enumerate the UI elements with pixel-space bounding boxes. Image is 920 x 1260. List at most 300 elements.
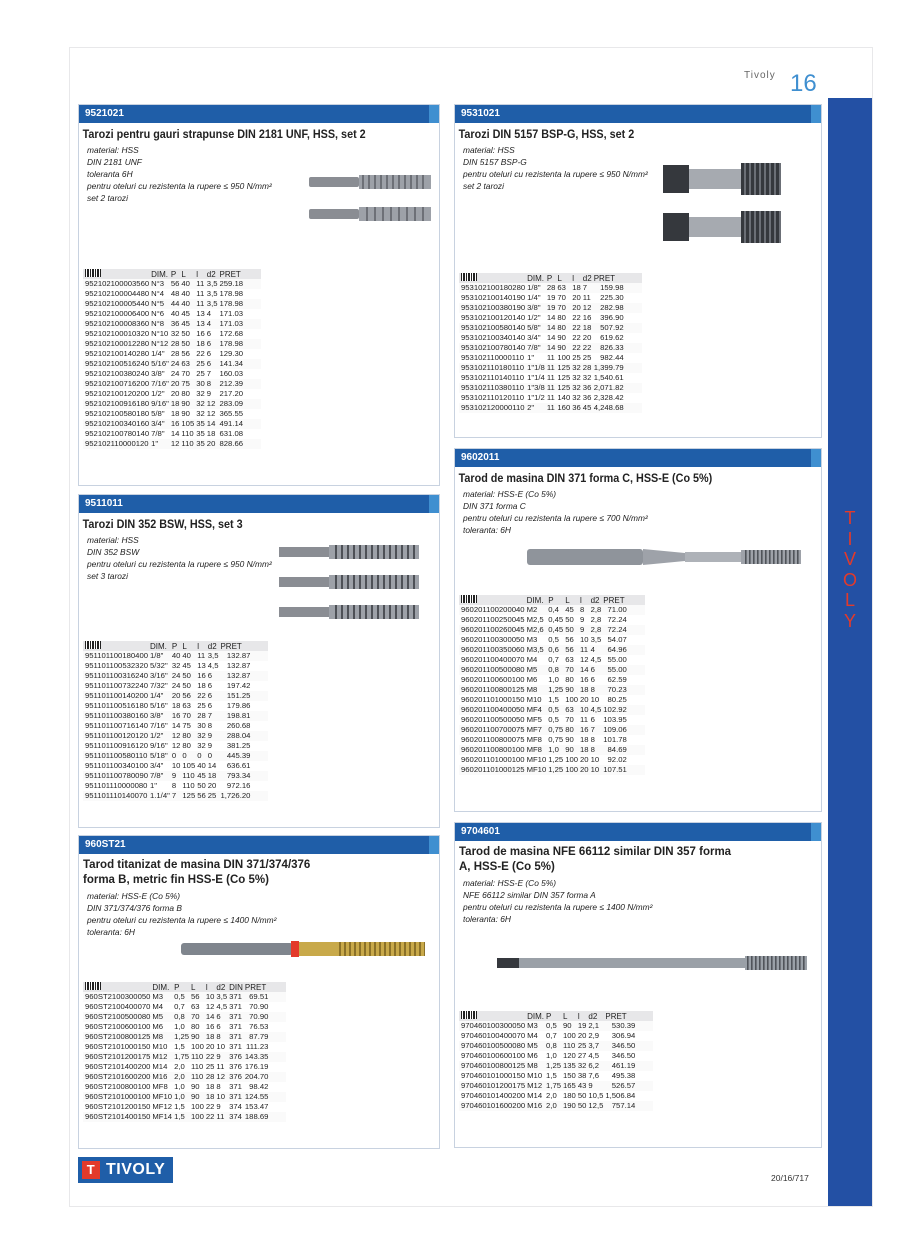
table-cell: 1/4"	[527, 293, 541, 302]
table-cell: 90	[189, 1032, 204, 1042]
table-cell: 1,5	[172, 1112, 189, 1122]
table-cell: 20	[572, 293, 581, 302]
property-line: material: HSS	[87, 535, 139, 545]
table-cell: 12	[170, 439, 180, 448]
table-cell: 56	[565, 635, 574, 644]
price-cell: 141.34	[217, 359, 261, 369]
section-code: 9704601	[455, 823, 821, 841]
table-cell: 105	[181, 419, 195, 428]
table-row	[459, 293, 642, 303]
table-cell: 32	[197, 731, 206, 740]
table-cell: 20	[170, 389, 180, 398]
table-cell: 36	[582, 383, 592, 392]
price-cell: 102.92	[601, 705, 645, 715]
table-cell: 19	[546, 293, 556, 302]
product-table	[83, 982, 286, 1122]
logo-mark-icon: T	[82, 1161, 100, 1179]
table-cell: 6	[216, 1022, 221, 1031]
article-code: 960ST2101600200	[85, 1072, 151, 1081]
table-row	[459, 333, 642, 343]
table-cell: 18	[572, 283, 581, 292]
table-cell: 10	[580, 705, 589, 714]
table-cell: 70	[555, 303, 570, 313]
table-row	[83, 651, 268, 661]
table-row	[83, 359, 261, 369]
table-cell: 0,5	[546, 705, 563, 715]
tap-icon	[309, 175, 431, 189]
table-cell: 11	[546, 373, 555, 382]
table-row	[459, 1051, 653, 1061]
table-cell: 32	[572, 383, 581, 392]
table-cell: 9	[214, 1052, 227, 1062]
price-cell: 1,540.61	[593, 373, 624, 382]
table-cell: 1,75	[174, 1052, 190, 1061]
table-cell: 22	[572, 333, 581, 342]
table-cell: 90	[563, 745, 578, 755]
article-code: 960201100800125	[461, 685, 525, 694]
article-code: 960ST2101000150	[85, 1042, 151, 1051]
table-cell: 18	[171, 701, 181, 710]
table-row	[83, 992, 286, 1002]
table-cell: 2"	[525, 403, 545, 413]
property-line: toleranta: 6H	[87, 927, 135, 937]
column-header: L	[180, 641, 195, 651]
table-cell: 13	[197, 661, 206, 670]
table-cell: 14	[546, 323, 556, 332]
table-cell: 32	[196, 389, 205, 398]
tap-icon	[663, 163, 781, 195]
table-cell: 190	[563, 1101, 576, 1110]
column-header: l	[578, 595, 589, 605]
table-cell: 14	[546, 343, 556, 352]
table-cell: 18	[205, 1092, 215, 1101]
table-cell: 0,5	[544, 1021, 561, 1031]
table-cell: MF4	[525, 705, 547, 715]
table-cell: 0	[170, 751, 181, 761]
price-cell: 828.66	[217, 439, 261, 449]
table-row	[459, 625, 645, 635]
table-cell: 0,45	[548, 615, 564, 624]
price-cell: 225.30	[600, 293, 624, 302]
column-header: d2	[206, 269, 216, 279]
column-header: DIN	[229, 982, 243, 992]
table-cell: 16	[197, 671, 206, 680]
table-cell: 20	[207, 781, 217, 790]
table-cell: 25	[572, 353, 581, 362]
table-cell: 18	[205, 1032, 215, 1041]
table-cell: MF8	[152, 1082, 168, 1091]
table-cell: 5/16"	[151, 359, 169, 368]
table-row	[459, 1041, 653, 1051]
price-cell: 70.90	[243, 1012, 287, 1022]
table-cell: 6	[205, 359, 218, 369]
table-cell: 45	[181, 309, 190, 318]
table-cell: 28	[582, 363, 592, 372]
table-cell: 35	[196, 429, 205, 438]
column-header: DIM.	[151, 269, 169, 279]
table-cell: 50	[197, 781, 206, 790]
property-line: DIN 371 forma C	[463, 501, 526, 511]
table-cell: 12,5	[588, 1101, 604, 1110]
barcode-icon	[83, 269, 149, 279]
table-cell: 7,6	[588, 1071, 600, 1080]
table-cell: 0,75	[548, 725, 564, 734]
column-header: P	[170, 641, 181, 651]
article-code: 952102100008360	[85, 319, 150, 328]
table-cell: 18	[206, 429, 216, 438]
price-cell: 507.92	[592, 323, 642, 333]
article-code: 970460100600100	[461, 1051, 526, 1060]
table-row	[83, 419, 261, 429]
article-code: 960201100250045	[461, 615, 525, 624]
table-cell: 3/16"	[148, 671, 170, 681]
table-cell: 11	[196, 279, 205, 288]
table-row	[459, 1081, 653, 1091]
table-cell: 80	[555, 323, 570, 333]
table-cell: 1,25	[174, 1032, 190, 1041]
table-cell: 100	[191, 1102, 204, 1111]
table-row	[459, 605, 645, 615]
table-cell: 56	[180, 691, 195, 701]
table-cell: 0,8	[546, 665, 563, 675]
section-code: 9531021	[455, 105, 821, 123]
price-cell: 346.50	[611, 1051, 636, 1060]
table-cell: 80	[182, 741, 191, 750]
table-cell: 50	[181, 329, 190, 338]
table-cell: 110	[182, 781, 195, 790]
table-row	[459, 403, 642, 413]
table-cell: 18	[205, 1082, 215, 1091]
price-cell: 982.44	[600, 353, 624, 362]
table-cell: 14	[171, 721, 181, 730]
column-header: L	[563, 595, 578, 605]
price-cell: 1,726.20	[218, 791, 268, 801]
tap-icon	[279, 575, 419, 589]
price-cell: 103.95	[603, 715, 627, 724]
article-code: 952102100005440	[85, 299, 150, 308]
table-cell: 70	[563, 665, 578, 675]
table-cell: 2,8	[590, 625, 602, 634]
article-code: 951101100716140	[85, 721, 148, 730]
table-cell: MF14	[152, 1112, 173, 1121]
table-cell: 13	[196, 309, 205, 318]
table-cell: 1,5	[174, 1042, 185, 1051]
article-code: 960201100800075	[461, 735, 525, 744]
barcode-icon	[459, 273, 525, 283]
table-cell: 100	[565, 695, 579, 704]
price-cell: 55.00	[601, 665, 645, 675]
table-cell: 11	[546, 353, 555, 362]
vertical-brand	[828, 508, 872, 631]
table-cell: 10	[205, 992, 215, 1001]
table-cell: 0,75	[548, 735, 564, 744]
table-cell: MF7	[525, 725, 547, 735]
table-cell: 3,5	[206, 289, 218, 298]
table-cell: 10	[214, 1092, 227, 1102]
table-cell: 7/8"	[151, 429, 165, 438]
table-row	[459, 665, 645, 675]
table-row	[83, 781, 268, 791]
table-cell: 9	[170, 771, 181, 781]
table-cell: MF8	[525, 745, 547, 755]
table-cell: 8	[589, 745, 602, 755]
table-cell: 32	[572, 363, 581, 372]
table-cell: 0,5	[548, 635, 559, 644]
table-cell: 0	[195, 751, 206, 761]
table-cell: 135	[563, 1061, 576, 1070]
table-cell: 19	[577, 1021, 587, 1030]
logo-text: TIVOLY	[106, 1161, 166, 1178]
barcode-icon	[83, 641, 148, 651]
article-code: 970460101200175	[461, 1081, 526, 1090]
table-cell: 6	[590, 675, 595, 684]
table-cell: M10	[526, 695, 542, 704]
table-cell: 32	[196, 409, 205, 418]
section-code: 9602011	[455, 449, 821, 467]
property-line: NFE 66112 similar DIN 357 forma A	[463, 890, 596, 900]
table-row	[83, 1062, 286, 1072]
table-cell: 6	[205, 339, 218, 349]
section-code: 960ST21	[79, 836, 439, 854]
table-cell: 13	[196, 319, 205, 328]
table-cell: 20	[580, 755, 589, 764]
table-cell: 80	[181, 389, 190, 398]
table-cell: 12	[582, 303, 592, 312]
table-cell: 16	[582, 313, 592, 322]
table-cell: 2,0	[544, 1101, 561, 1111]
table-cell: 6	[206, 691, 219, 701]
table-cell: 28	[170, 349, 180, 358]
barcode-icon	[459, 595, 525, 605]
table-cell: 18	[580, 685, 589, 694]
table-cell: 1,25	[548, 685, 564, 694]
table-cell: 20	[577, 1031, 587, 1040]
table-cell: 9/16"	[150, 741, 168, 750]
table-row	[459, 675, 645, 685]
table-cell: 110	[191, 1052, 204, 1061]
table-cell: 18	[580, 745, 589, 754]
table-cell: 22	[196, 349, 205, 358]
table-cell: 180	[563, 1091, 576, 1100]
table-row	[83, 439, 261, 449]
table-cell: 110	[191, 1072, 204, 1081]
table-cell: 110	[181, 439, 194, 448]
table-cell: 50	[179, 339, 194, 349]
table-cell: MF8	[526, 735, 542, 744]
table-cell: 1,5	[546, 1071, 557, 1080]
price-cell: 217.20	[219, 389, 243, 398]
table-cell: 7	[589, 725, 602, 735]
column-header: d2	[207, 641, 217, 651]
article-code: 960201100800100	[461, 745, 525, 754]
table-cell: 63	[182, 701, 191, 710]
section-code: 9511011	[79, 495, 439, 513]
article-code: 970460101600200	[461, 1101, 526, 1110]
table-cell: 50	[565, 615, 574, 624]
price-cell: 178.98	[217, 339, 261, 349]
barcode-icon	[83, 982, 150, 992]
table-row	[459, 685, 645, 695]
property-line: pentru oteluri cu rezistenta la rupere ≤ 700 N/mm²	[463, 513, 648, 523]
table-cell: 25	[206, 791, 219, 801]
table-row	[459, 1061, 653, 1071]
price-cell: 55.00	[607, 655, 627, 664]
table-cell: 24	[170, 359, 180, 368]
table-row	[459, 745, 645, 755]
table-cell: 0,5	[172, 992, 189, 1002]
table-row	[83, 1072, 286, 1082]
column-header: l	[194, 269, 205, 279]
table-cell: M5	[150, 1012, 172, 1022]
table-header	[459, 595, 645, 605]
article-code: 953102110000110	[461, 353, 524, 362]
table-cell: 3,5	[206, 299, 218, 308]
table-cell: 16	[196, 329, 205, 338]
table-cell: 125	[557, 373, 571, 382]
table-cell: 1/4"	[148, 691, 170, 701]
table-row	[83, 289, 261, 299]
article-code: 952102100380240	[85, 369, 150, 378]
table-row	[459, 1071, 653, 1081]
table-cell: M4	[527, 1031, 538, 1040]
article-code: 953102100140190	[461, 293, 526, 302]
table-cell: 80	[565, 675, 574, 684]
table-cell: M8	[525, 1061, 544, 1071]
table-cell: 45	[197, 771, 206, 780]
article-code: 951101110140070	[85, 791, 148, 800]
table-cell: 3/4"	[149, 419, 169, 429]
table-cell: 9	[206, 389, 212, 398]
table-cell: 100	[557, 353, 571, 362]
section-title: Tarod de masina DIN 371 forma C, HSS-E (Co 5%)	[458, 471, 713, 485]
table-row	[459, 715, 645, 725]
table-cell: 40	[171, 651, 181, 660]
article-code: 960ST2101000100	[85, 1092, 151, 1101]
article-code: 951101100316240	[85, 671, 148, 680]
table-cell: 22	[197, 691, 206, 700]
price-cell: 151.25	[218, 691, 268, 701]
price-cell: 109.06	[601, 725, 645, 735]
table-cell: 100	[565, 755, 579, 764]
article-code: 960201100500080	[461, 665, 525, 674]
tap-set-image	[659, 159, 789, 253]
property-line: pentru oteluri cu rezistenta la rupere ≤ 950 N/mm²	[87, 559, 272, 569]
column-header: DIM.	[150, 982, 172, 992]
table-cell: 3/4"	[150, 761, 164, 770]
table-cell: N°12	[151, 339, 169, 348]
price-cell: 197.42	[226, 681, 251, 690]
table-cell: 1"	[150, 781, 158, 790]
table-cell: 63	[555, 283, 570, 293]
side-band	[828, 98, 872, 1206]
table-cell: 110	[191, 1062, 204, 1071]
table-cell: M3	[526, 635, 538, 644]
price-cell: 636.61	[226, 761, 251, 770]
property-line: material: HSS-E (Co 5%)	[87, 891, 181, 901]
article-code: 960ST2100500080	[85, 1012, 151, 1021]
price-cell: 445.39	[218, 751, 268, 761]
column-header: P	[172, 982, 189, 992]
table-cell: 40	[179, 279, 194, 289]
article-code: 951101110000080	[85, 781, 148, 790]
table-cell: N°4	[151, 289, 165, 298]
table-row	[459, 283, 642, 293]
table-row	[459, 393, 642, 403]
column-header: d2	[582, 273, 592, 283]
table-cell: 374	[229, 1112, 242, 1121]
column-header: L	[179, 269, 194, 279]
property-line: toleranta 6H	[87, 169, 133, 179]
table-cell: 90	[191, 1082, 200, 1091]
article-code: 970460100800125	[461, 1061, 526, 1070]
tap-image	[495, 953, 815, 973]
property-line: material: HSS-E (Co 5%)	[463, 878, 557, 888]
table-cell: 4,5	[216, 1002, 228, 1011]
table-cell: 371	[229, 1022, 242, 1031]
table-cell: 374	[229, 1102, 242, 1111]
table-cell: 63	[191, 1002, 200, 1011]
article-code: 952102110000120	[85, 439, 149, 448]
table-cell: 90	[563, 685, 578, 695]
table-row	[459, 695, 645, 705]
table-cell: 2,0	[174, 1062, 185, 1071]
article-code: 970460101000150	[461, 1071, 526, 1080]
table-cell: 1,25	[548, 765, 564, 774]
table-cell: 28	[546, 283, 556, 292]
table-cell: M8	[150, 1032, 172, 1042]
article-code: 970460101400200	[461, 1091, 526, 1100]
table-cell: 36	[572, 403, 581, 412]
table-cell: 12	[206, 409, 216, 418]
table-row	[83, 1012, 286, 1022]
table-cell: 2,8	[590, 615, 602, 624]
table-cell: 8	[589, 685, 602, 695]
table-cell: 6	[590, 715, 595, 724]
table-cell: 376	[229, 1052, 242, 1061]
article-code: 952102100780140	[85, 429, 150, 438]
table-cell: 10	[580, 635, 589, 644]
table-cell: 50	[180, 671, 195, 681]
table-cell: 10	[171, 761, 181, 770]
table-cell: 7/32"	[150, 681, 168, 690]
column-header: L	[555, 273, 570, 283]
column-header: DIM.	[525, 595, 547, 605]
table-row	[459, 1031, 653, 1041]
table-header	[83, 641, 268, 651]
price-cell: 381.25	[226, 741, 251, 750]
tap-set-image	[275, 541, 435, 631]
article-code: 960201100350060	[461, 645, 525, 654]
table-cell: 45	[582, 403, 592, 412]
table-cell: 14	[546, 313, 556, 322]
table-cell: 40	[180, 651, 195, 661]
table-cell: 25	[196, 359, 205, 368]
article-code: 953102100120140	[461, 313, 526, 322]
property-line: material: HSS	[463, 145, 515, 155]
table-cell: 120	[563, 1051, 576, 1060]
table-cell: 12	[205, 1002, 215, 1011]
table-cell: 22	[572, 323, 581, 332]
table-cell: 7	[170, 791, 181, 801]
table-cell: 1,25	[548, 755, 564, 764]
table-cell: 11	[546, 403, 555, 412]
table-cell: 11	[580, 715, 588, 724]
table-cell: 32	[197, 741, 206, 750]
article-code: 970460100400070	[461, 1031, 526, 1040]
property-line: toleranta: 6H	[463, 525, 511, 535]
price-cell: 132.87	[218, 671, 268, 681]
sidebar-letter: V	[843, 549, 856, 569]
